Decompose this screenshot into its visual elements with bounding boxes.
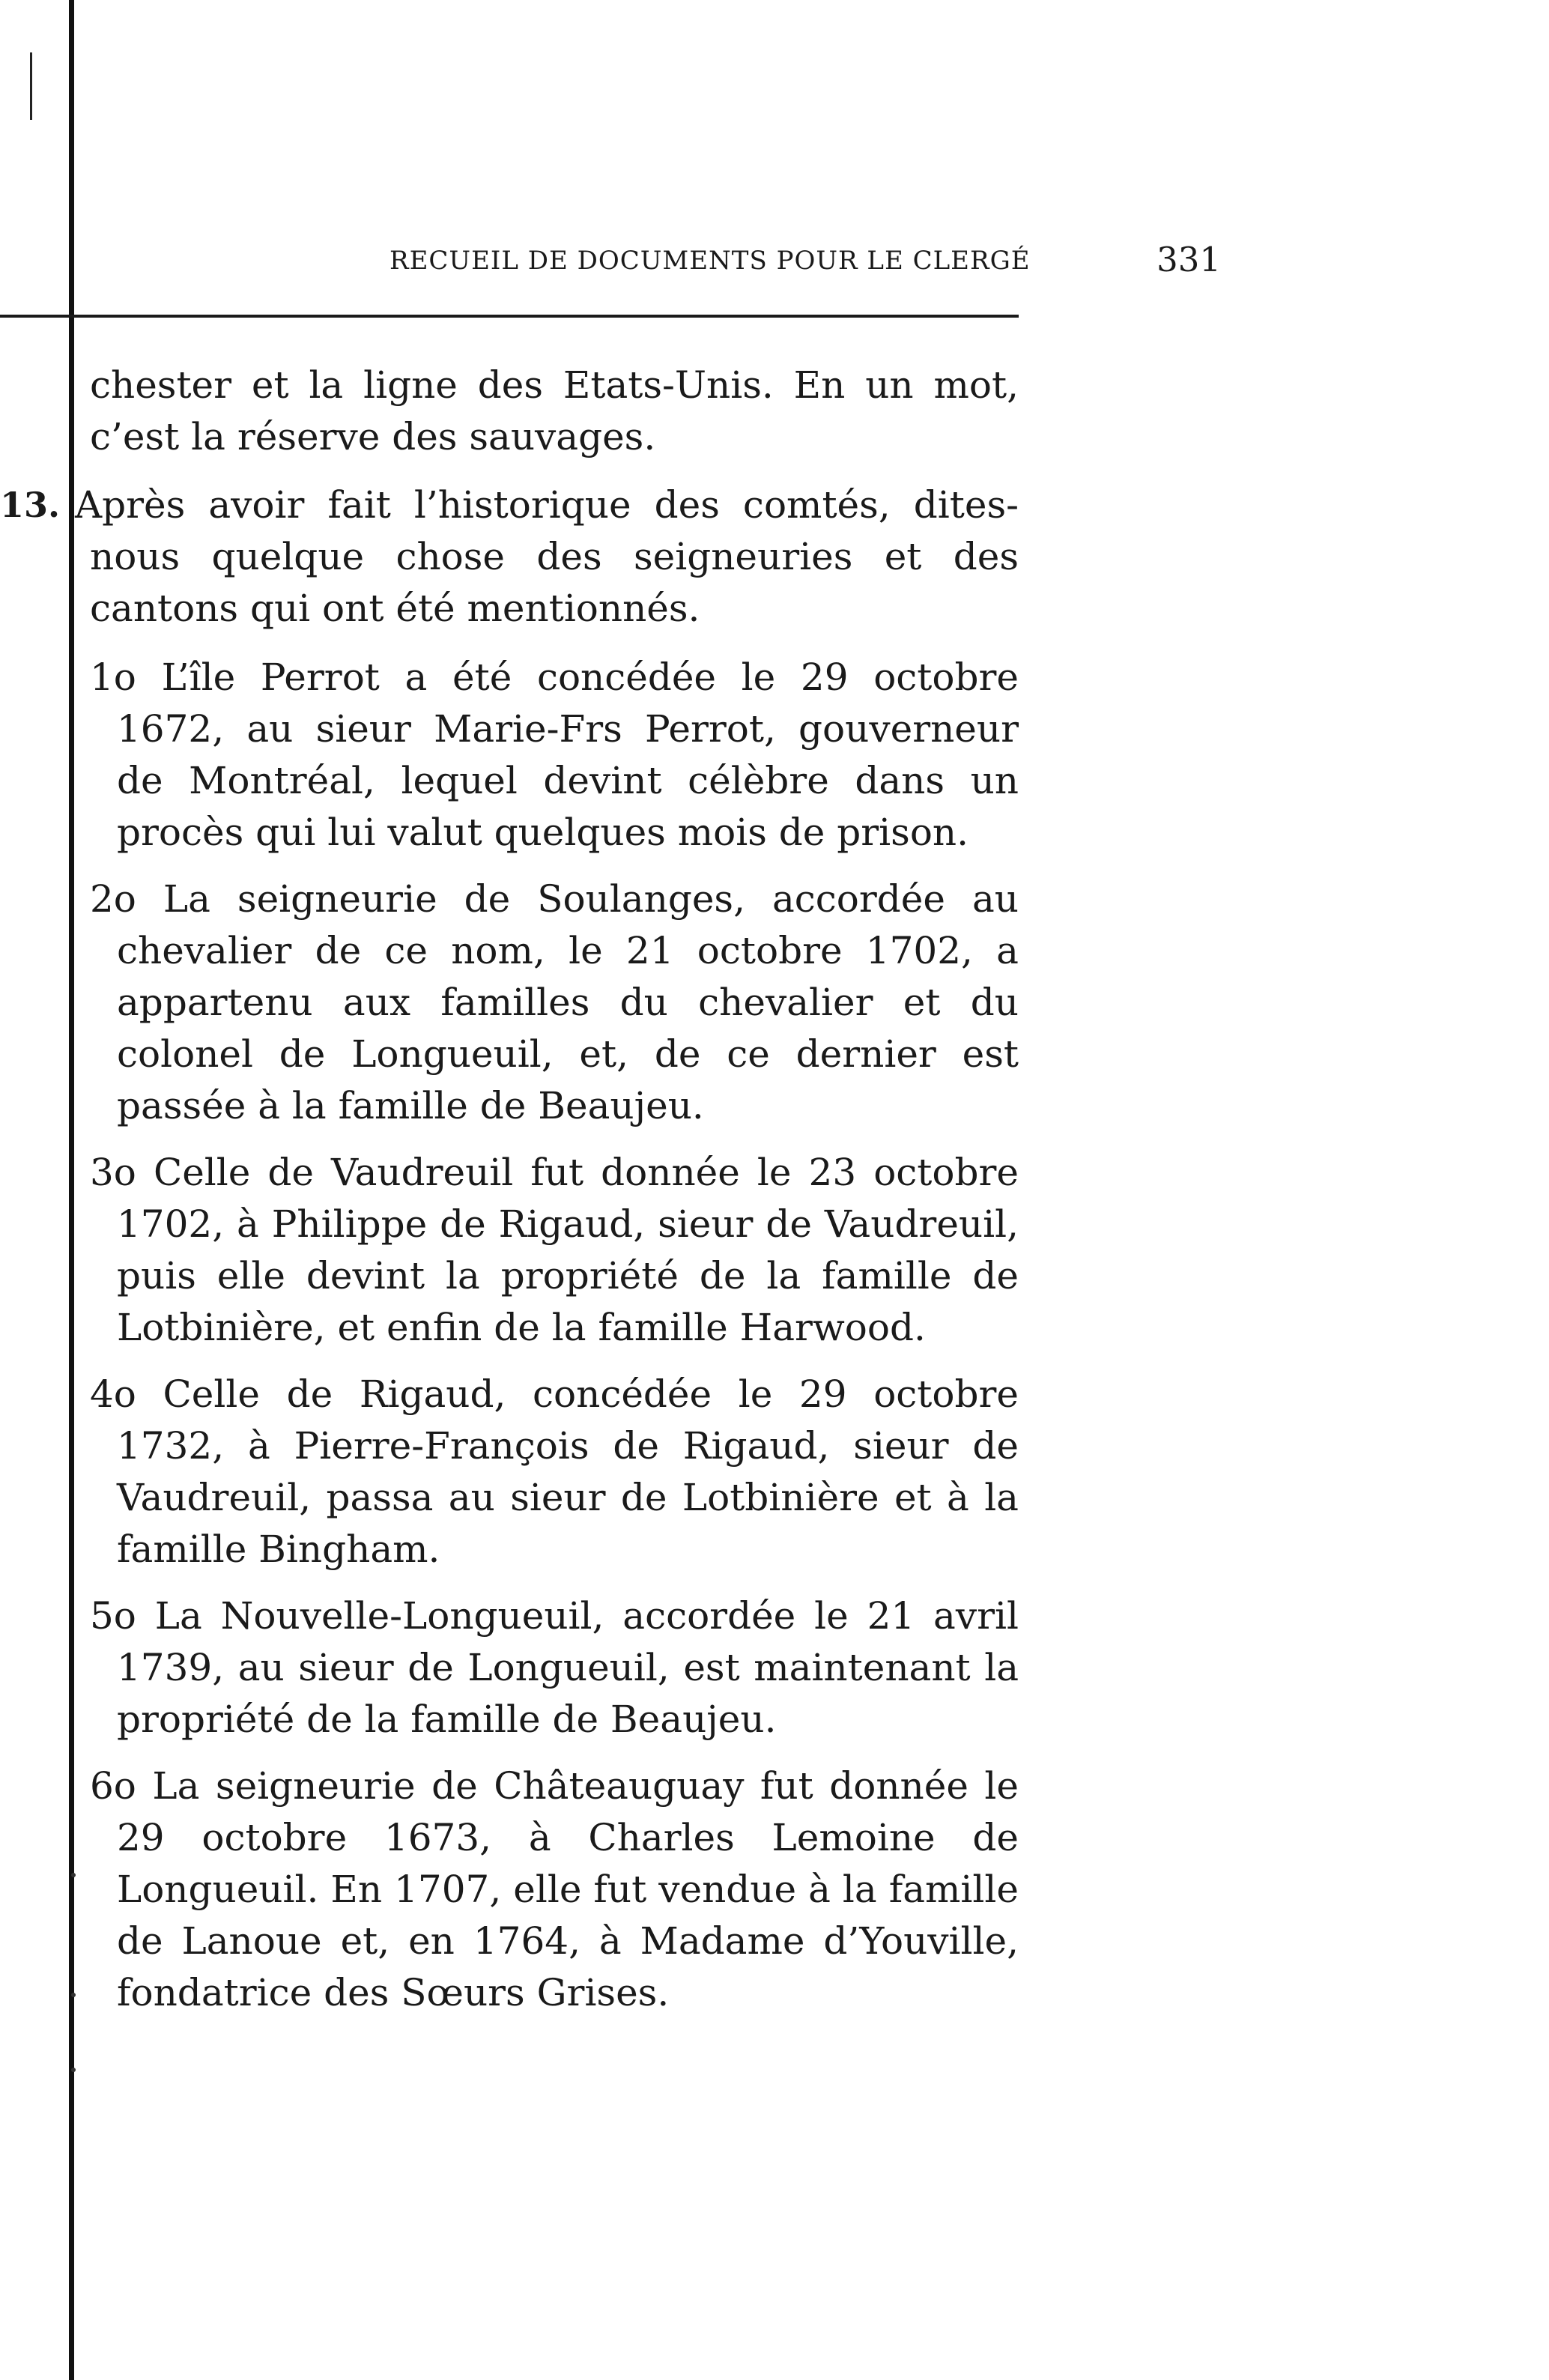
page-number: 331 [1157,240,1221,279]
answer-list [90,652,1019,2034]
running-head [202,225,1221,285]
question-text: Après avoir fait l’historique des comtés, dites-nous quelque chose des seigneuries et des cantons qui ont été mentionnés. [75,483,1019,630]
header-rule [0,315,1019,318]
question-number: 13. [0,485,61,525]
binding-edge-thin [30,52,32,120]
binding-mark [71,1993,76,1997]
binding-edge [69,0,74,2380]
binding-mark [71,2068,76,2072]
answer-item-3: 3o Celle de Vaudreuil fut donnée le 23 octobre 1702, à Philippe de Rigaud, sieur de Vaudreuil, puis elle devint la propriété de la famille de Lotbinière, et enfin de la famille Harwood. [90,1151,1019,1349]
question-block [0,479,1019,649]
continuation-paragraph: chester et la ligne des Etats-Unis. En un mot, c’est la réserve des sauvages. [90,363,1019,458]
answer-item-5: 5o La Nouvelle-Longueuil, accordée le 21 avril 1739, au sieur de Longueuil, est maintenant la propriété de la famille de Beaujeu. [90,1594,1019,1741]
book-page [202,225,1221,285]
answer-item-4: 4o Celle de Rigaud, concédée le 29 octobre 1732, à Pierre-François de Rigaud, sieur de Vaudreuil, passa au sieur de Lotbinière et à la famille Bingham. [90,1372,1019,1571]
answer-item-6: 6o La seigneurie de Châteauguay fut donnée le 29 octobre 1673, à Charles Lemoine de Longueuil. En 1707, elle fut vendue à la famille de Lanoue et, en 1764, à Madame d’Youville, fondatrice des Sœurs Grises. [90,1764,1019,2014]
binding-mark [71,1873,76,1877]
answer-item-1: 1o L’île Perrot a été concédée le 29 octobre 1672, au sieur Marie-Frs Perrot, gouverneur de Montréal, lequel devint célèbre dans un procès qui lui valut quelques mois de prison. [90,655,1019,854]
body-text [90,360,1019,478]
running-title: RECUEIL DE DOCUMENTS POUR LE CLERGÉ [389,246,1031,276]
answer-item-2: 2o La seigneurie de Soulanges, accordée au chevalier de ce nom, le 21 octobre 1702, a appartenu aux familles du chevalier et du colonel de Longueuil, et, de ce dernier est passée à la famille de Beaujeu. [90,877,1019,1127]
